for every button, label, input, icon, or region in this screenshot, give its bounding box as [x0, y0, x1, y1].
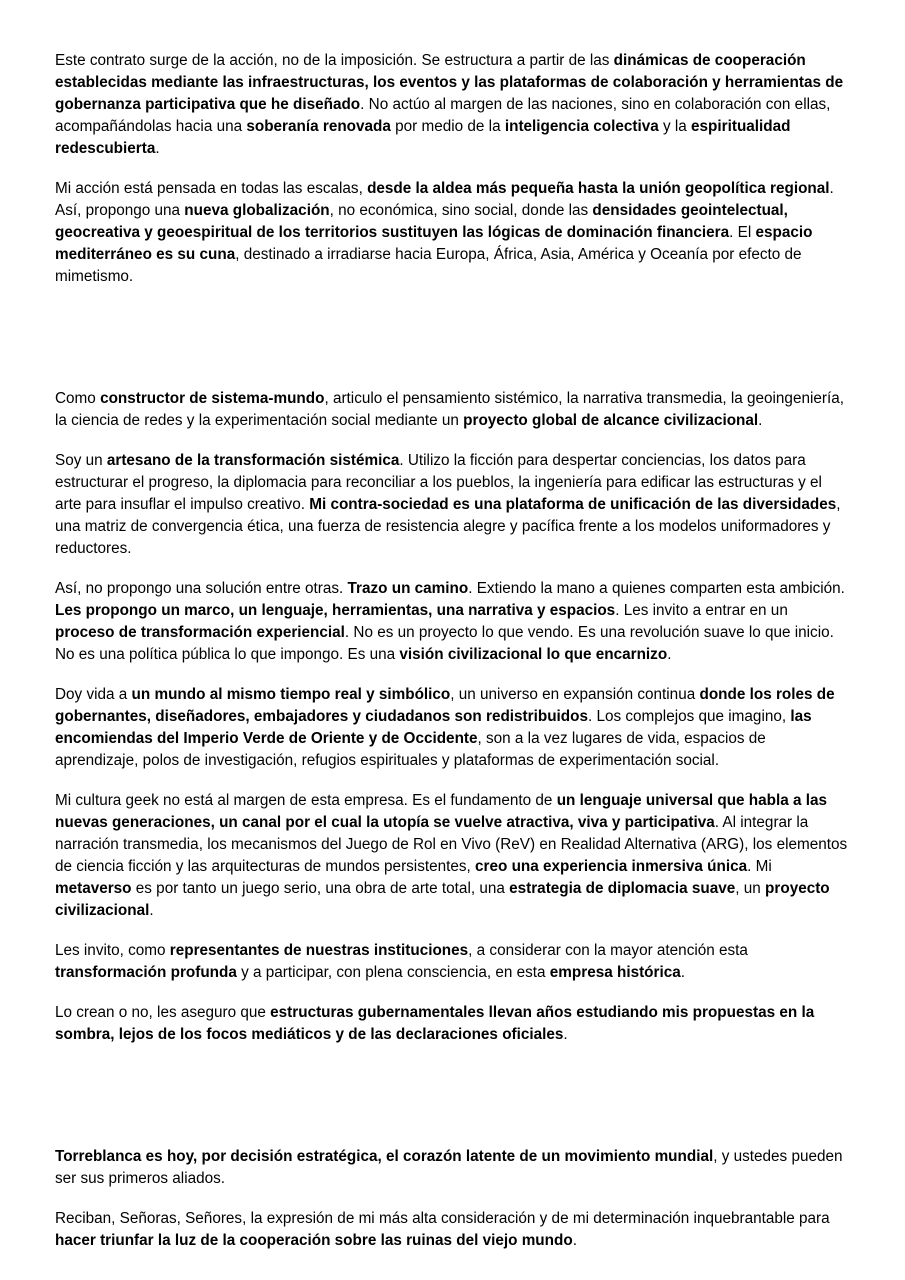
paragraph-accion-escalas: Mi acción está pensada en todas las escalas, desde la aldea más pequeña hasta la unión geopolítica regional. Así, propongo una nueva globalización, no económica, sino social, donde las densidades geointelectual, geocreativa y geoespiritual de los territorios sustituyen las lógicas de dominación financiera. El espacio mediterráneo es su cuna, destinado a irradiarse hacia Europa, África, Asia, América y Oceanía por efecto de mimetismo.: [55, 180, 834, 285]
paragraph-mundo-real-simbolico: Doy vida a un mundo al mismo tiempo real y simbólico, un universo en expansión continua donde los roles de gobernantes, diseñadores, embajadores y ciudadanos son redistribuidos. Los complejos que imagino, las encomiendas del Imperio Verde de Oriente y de Occidente, son a la vez lugares de vida, espacios de aprendizaje, polos de investigación, refugios espirituales y plataformas de experimentación social.: [55, 686, 835, 769]
paragraph-trazo-un-camino: Así, no propongo una solución entre otras. Trazo un camino. Extiendo la mano a quienes comparten esta ambición. Les propongo un marco, un lenguaje, herramientas, una narrativa y espacios. Les invito a entrar en un proceso de transformación experiencial. No es un proyecto lo que vendo. Es una revolución suave lo que inicio. No es una política pública lo que impongo. Es una visión civilizacional lo que encarnizo.: [55, 580, 845, 663]
paragraph-cultura-geek: Mi cultura geek no está al margen de esta empresa. Es el fundamento de un lenguaje universal que habla a las nuevas generaciones, un canal por el cual la utopía se vuelve atractiva, viva y participativa. Al integrar la narración transmedia, los mecanismos del Juego de Rol en Vivo (ReV) en Realidad Alternativa (ARG), los elementos de ciencia ficción y las arquitecturas de mundos persistentes, creo una experiencia inmersiva única. Mi metaverso es por tanto un juego serio, una obra de arte total, una estrategia de diplomacia suave, un proyecto civilizacional.: [55, 792, 848, 919]
paragraph-constructor-sistema-mundo: Como constructor de sistema-mundo, articulo el pensamiento sistémico, la narrativa transmedia, la geoingeniería, la ciencia de redes y la experimentación social mediante un proyecto global de alcance civilizacional.: [55, 390, 844, 429]
paragraph-torreblanca-movimiento: Torreblanca es hoy, por decisión estratégica, el corazón latente de un movimiento mundial, y ustedes pueden ser sus primeros aliados.: [55, 1148, 843, 1187]
document-text-block: [55, 50, 850, 1252]
paragraph-despedida: Reciban, Señoras, Señores, la expresión de mi más alta consideración y de mi determinación inquebrantable para hacer triunfar la luz de la cooperación sobre las ruinas del viejo mundo.: [55, 1210, 830, 1249]
paragraph-contrato-accion: Este contrato surge de la acción, no de la imposición. Se estructura a partir de las dinámicas de cooperación establecidas mediante las infraestructuras, los eventos y las plataformas de colaboración y herramientas de gobernanza participativa que he diseñado. No actúo al margen de las naciones, sino en colaboración con ellas, acompañándolas hacia una soberanía renovada por medio de la inteligencia colectiva y la espiritualidad redescubierta.: [55, 52, 844, 157]
paragraph-estructuras-gubernamentales: Lo crean o no, les aseguro que estructuras gubernamentales llevan años estudiando mis propuestas en la sombra, lejos de los focos mediáticos y de las declaraciones oficiales.: [55, 1004, 815, 1043]
paragraph-artesano-transformacion: Soy un artesano de la transformación sistémica. Utilizo la ficción para despertar conciencias, los datos para estructurar el progreso, la diplomacia para reconciliar a los pueblos, la ingeniería para edificar las estructuras y el arte para insuflar el impulso creativo. Mi contra-sociedad es una plataforma de unificación de las diversidades, una matriz de convergencia ética, una fuerza de resistencia alegre y pacífica frente a los modelos uniformadores y reductores.: [55, 452, 841, 557]
paragraph-invitacion-instituciones: Les invito, como representantes de nuestras instituciones, a considerar con la mayor atención esta transformación profunda y a participar, con plena consciencia, en esta empresa histórica.: [55, 942, 748, 981]
